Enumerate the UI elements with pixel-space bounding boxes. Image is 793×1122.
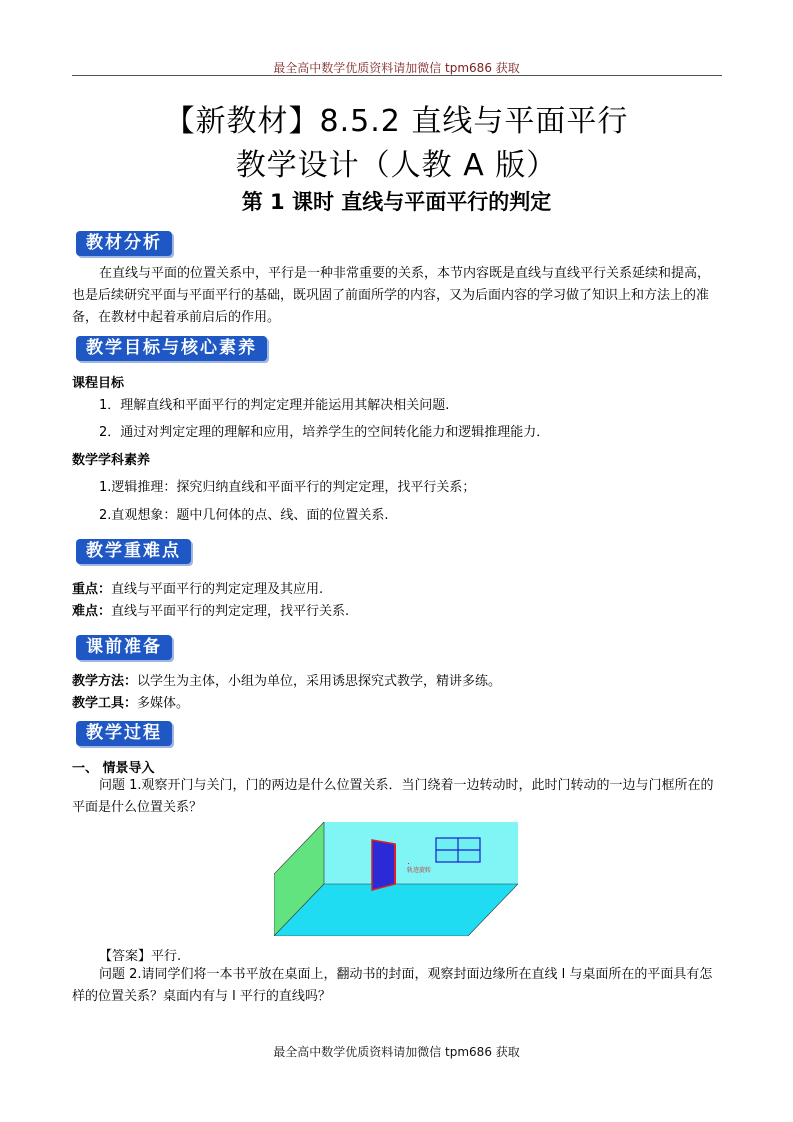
step-heading-1: 一、 情景导入: [72, 761, 155, 776]
teaching-method-text: 以学生为主体，小组为单位，采用诱思探究式教学，精讲多练。: [137, 674, 502, 689]
analysis-paragraph: 在直线与平面的位置关系中，平行是一种非常重要的关系，本节内容既是直线与直线平行关系延续和提高，也是后续研究平面与平面平行的基础，既巩固了前面所学的内容，又为后面内容的学习做了知识上和方法上的准备，在教材中起着承前启后的作用。: [72, 266, 711, 325]
literacy-label: 数学学科素养: [72, 453, 151, 468]
section-badge-keypoints: 教学重难点: [76, 539, 191, 564]
literacy-item-1: 1.逻辑推理：探究归纳直线和平面平行的判定定理，找平行关系；: [99, 480, 476, 495]
answer-1: 【答案】平行.: [99, 949, 182, 964]
question-2: 问题 2.请同学们将一本书平放在桌面上，翻动书的封面，观察封面边缘所在直线 l 与桌面所在的平面具有怎样的位置关系？桌面内有与 l 平行的直线吗？: [72, 967, 713, 1004]
page-header: 最全高中数学优质资料请加微信 tpm686 获取: [273, 61, 520, 75]
difficult-point-text: 直线与平面平行的判定定理，找平行关系.: [111, 604, 350, 619]
course-goal-item-2: 2．通过对判定定理的理解和应用，培养学生的空间转化能力和逻辑推理能力．: [99, 425, 550, 440]
door: [372, 840, 395, 890]
header-divider: [72, 75, 722, 76]
teaching-method-line: [72, 670, 501, 689]
document-title: 【新教材】8.5.2 直线与平面平行: [164, 104, 629, 139]
section-badge-prep: 课前准备: [76, 635, 172, 660]
teaching-method-label: 教学方法：: [72, 674, 138, 689]
key-point-label: 重点：: [72, 582, 112, 597]
section-badge-process: 教学过程: [76, 721, 172, 746]
course-goals-label: 课程目标: [72, 376, 125, 391]
teaching-tool-text: 多媒体。: [137, 696, 190, 711]
section-badge-goals: 教学目标与核心素养: [76, 336, 267, 361]
teaching-tool-line: [72, 692, 189, 711]
back-wall: [324, 822, 518, 884]
figure-label: 轨迹旋转: [407, 867, 432, 874]
difficult-point-line: [72, 600, 349, 619]
question-1: 问题 1.观察开门与关门，门的两边是什么位置关系．当门绕着一边转动时，此时门转动的一边与门框所在的平面是什么位置关系？: [72, 778, 714, 815]
difficult-point-label: 难点：: [72, 604, 112, 619]
lesson-title: 第 1 课时 直线与平面平行的判定: [241, 190, 552, 214]
door-room-figure: [274, 822, 518, 936]
section-badge-analysis: 教材分析: [76, 231, 172, 256]
teaching-tool-label: 教学工具：: [72, 696, 138, 711]
literacy-item-2: 2.直观想象：题中几何体的点、线、面的位置关系.: [99, 508, 389, 523]
key-point-text: 直线与平面平行的判定定理及其应用.: [111, 582, 324, 597]
document-subtitle: 教学设计（人教 A 版）: [235, 148, 558, 183]
key-point-line: [72, 578, 323, 597]
course-goal-item-1: 1．理解直线和平面平行的判定定理并能运用其解决相关问题.: [99, 398, 450, 413]
page-footer: 最全高中数学优质资料请加微信 tpm686 获取: [273, 1045, 520, 1059]
